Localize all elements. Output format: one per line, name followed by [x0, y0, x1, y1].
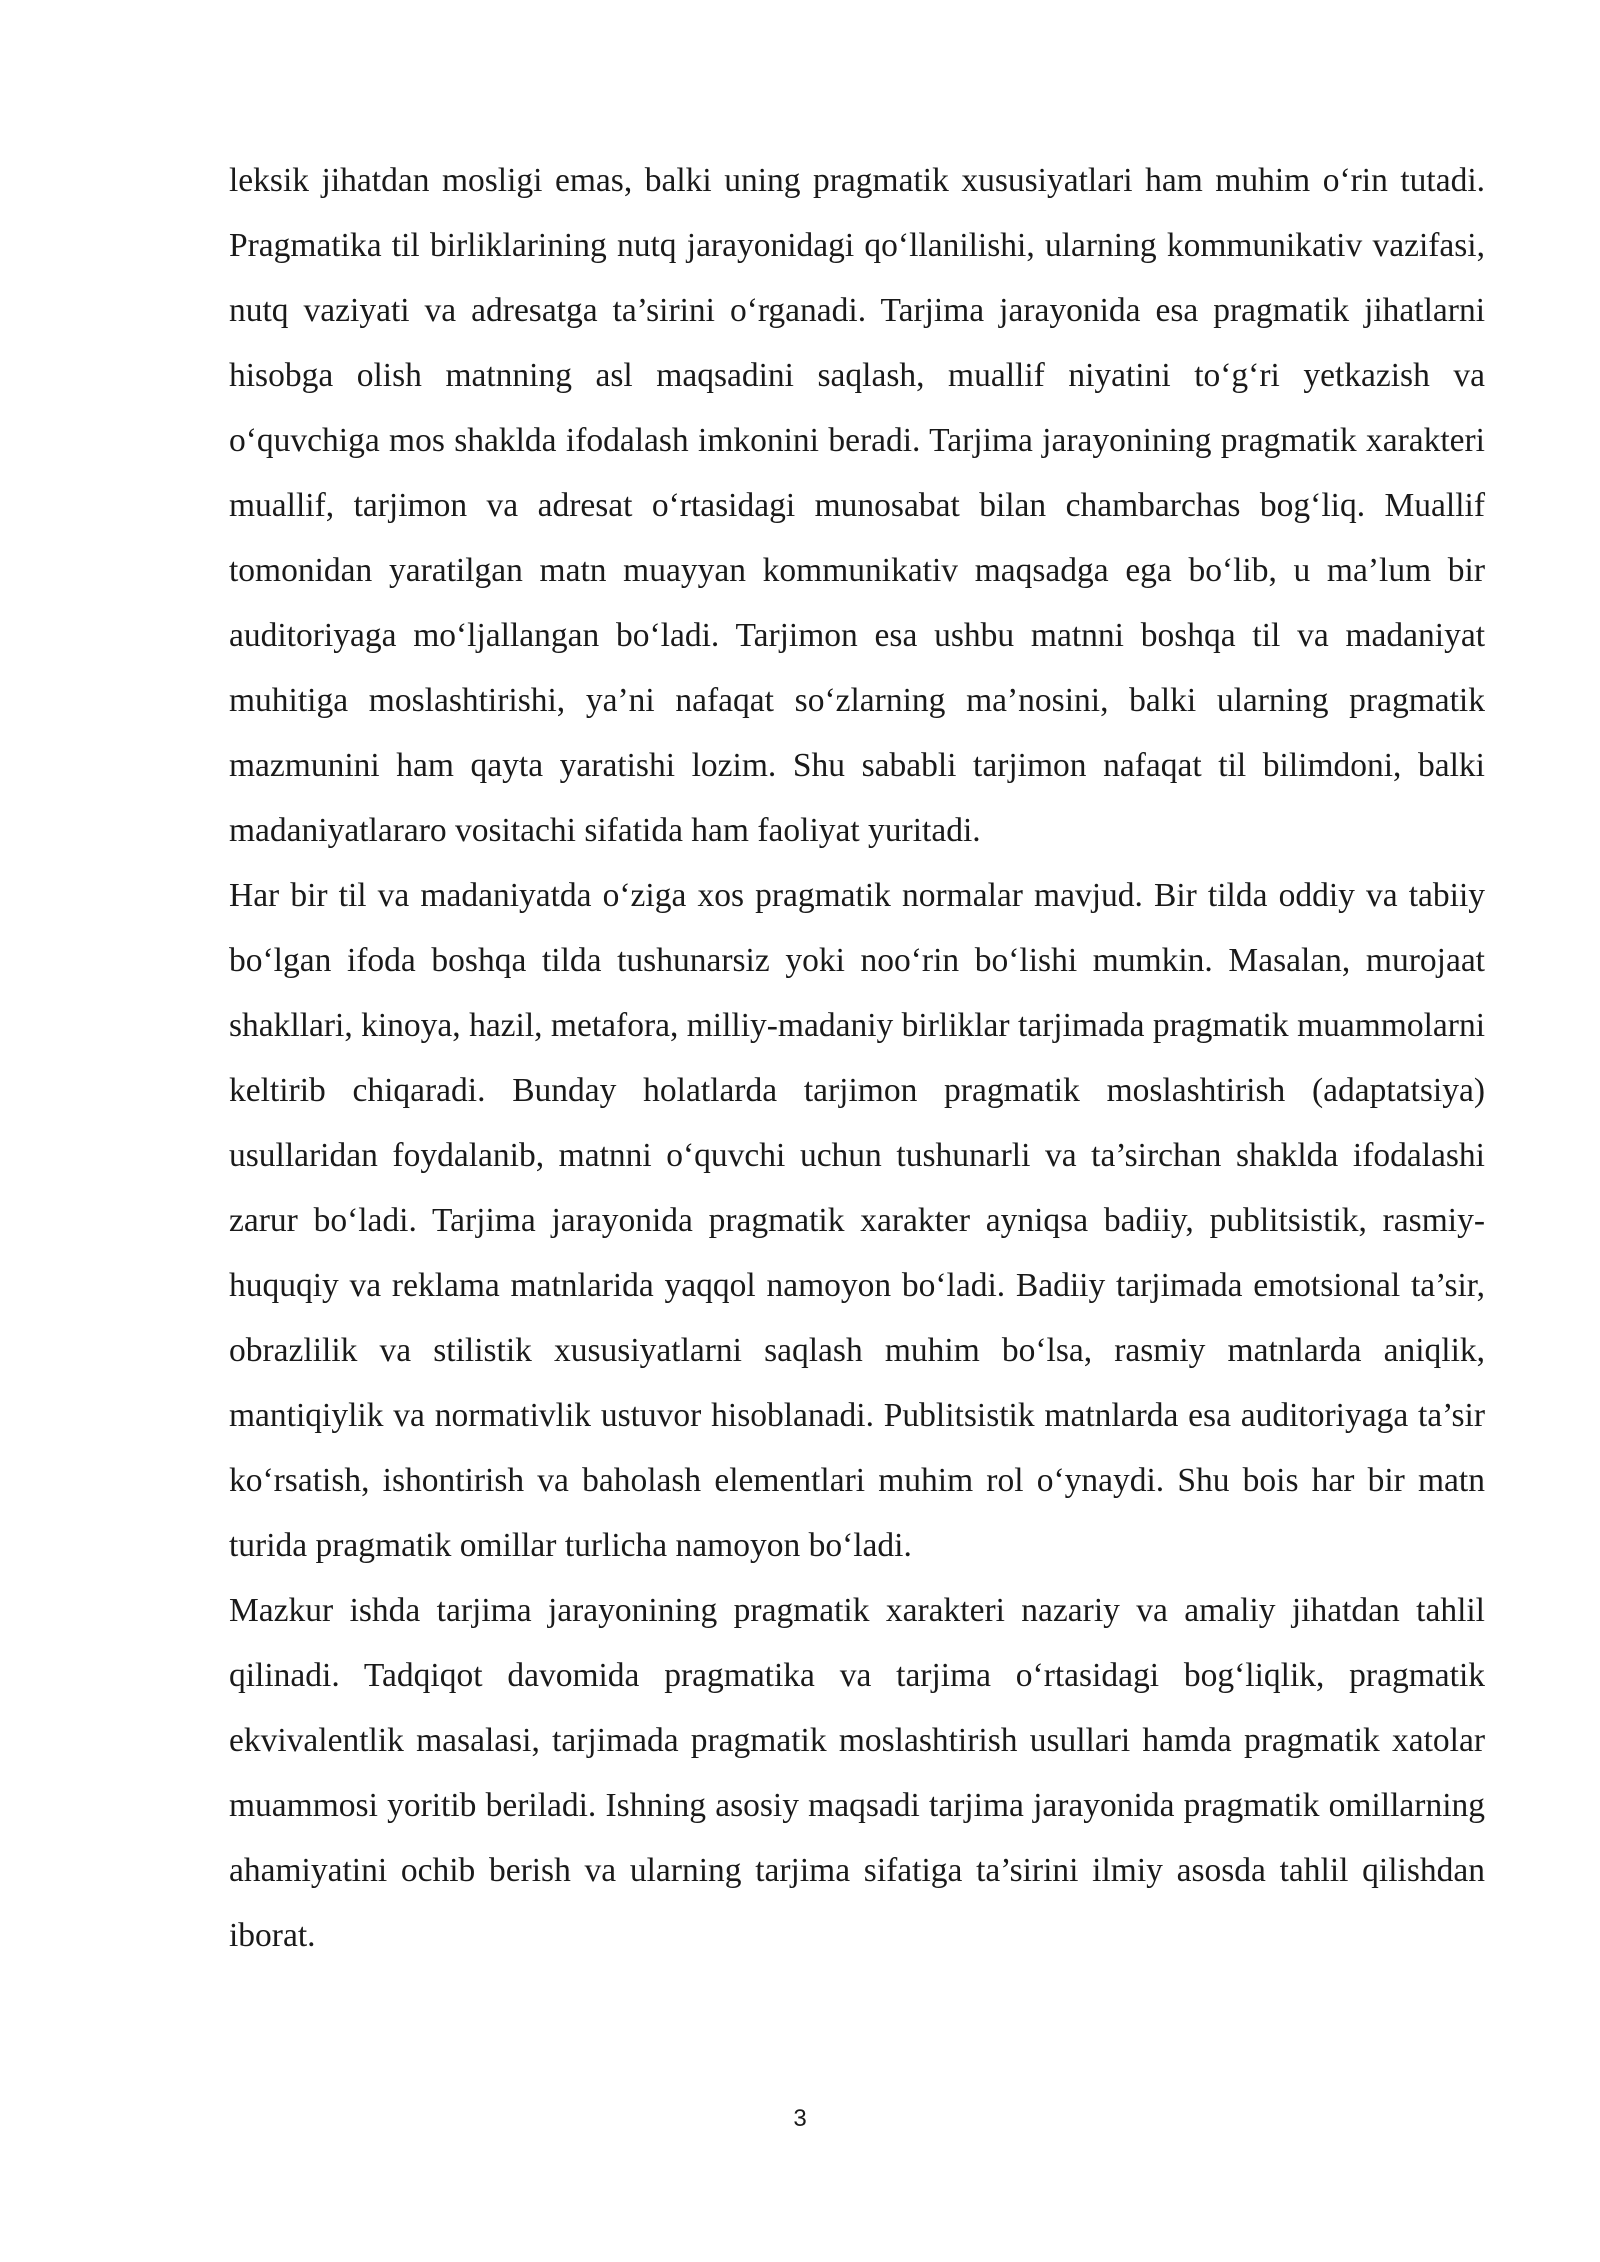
paragraph: Mazkur ishda tarjima jarayonining pragmatik xarakteri nazariy va amaliy jihatdan tahlil qilinadi. Tadqiqot davomida pragmatika va tarjima o‘rtasidagi bog‘liqlik, pragmatik ekvivalentlik masalasi, tarjimada pragmatik moslashtirish usullari hamda pragmatik xatolar muammosi yoritib beriladi. Ishning asosiy maqsadi tarjima jarayonida pragmatik omillarning ahamiyatini ochib berish va ularning tarjima sifatiga ta’sirini ilmiy asosda tahlil qilishdan iborat. [229, 1592, 1485, 1954]
body-text [229, 148, 1485, 1968]
paragraph: Har bir til va madaniyatda o‘ziga xos pragmatik normalar mavjud. Bir tilda oddiy va tabiiy bo‘lgan ifoda boshqa tilda tushunarsiz yoki noo‘rin bo‘lishi mumkin. Masalan, murojaat shakllari, kinoya, hazil, metafora, milliy-madaniy birliklar tarjimada pragmatik muammolarni keltirib chiqaradi. Bunday holatlarda tarjimon pragmatik moslashtirish (adaptatsiya) usullaridan foydalanib, matnni o‘quvchi uchun tushunarli va ta’sirchan shaklda ifodalashi zarur bo‘ladi. Tarjima jarayonida pragmatik xarakter ayniqsa badiiy, publitsistik, rasmiy-huquqiy va reklama matnlarida yaqqol namoyon bo‘ladi. Badiiy tarjimada emotsional ta’sir, obrazlilik va stilistik xususiyatlarni saqlash muhim bo‘lsa, rasmiy matnlarda aniqlik, mantiqiylik va normativlik ustuvor hisoblanadi. Publitsistik matnlarda esa auditoriyaga ta’sir ko‘rsatish, ishontirish va baholash elementlari muhim rol o‘ynaydi. Shu bois har bir matn turida pragmatik omillar turlicha namoyon bo‘ladi. [229, 877, 1485, 1564]
paragraph: leksik jihatdan mosligi emas, balki uning pragmatik xususiyatlari ham muhim o‘rin tutadi. Pragmatika til birliklarining nutq jarayonidagi qo‘llanilishi, ularning kommunikativ vazifasi, nutq vaziyati va adresatga ta’sirini o‘rganadi. Tarjima jarayonida esa pragmatik jihatlarni hisobga olish matnning asl maqsadini saqlash, muallif niyatini to‘g‘ri yetkazish va o‘quvchiga mos shaklda ifodalash imkonini beradi. Tarjima jarayonining pragmatik xarakteri muallif, tarjimon va adresat o‘rtasidagi munosabat bilan chambarchas bog‘liq. Muallif tomonidan yaratilgan matn muayyan kommunikativ maqsadga ega bo‘lib, u ma’lum bir auditoriyaga mo‘ljallangan bo‘ladi. Tarjimon esa ushbu matnni boshqa til va madaniyat muhitiga moslashtirishi, ya’ni nafaqat so‘zlarning ma’nosini, balki ularning pragmatik mazmunini ham qayta yaratishi lozim. Shu sababli tarjimon nafaqat til bilimdoni, balki madaniyatlararo vositachi sifatida ham faoliyat yuritadi. [229, 162, 1485, 849]
page-number: 3 [793, 2105, 807, 2132]
